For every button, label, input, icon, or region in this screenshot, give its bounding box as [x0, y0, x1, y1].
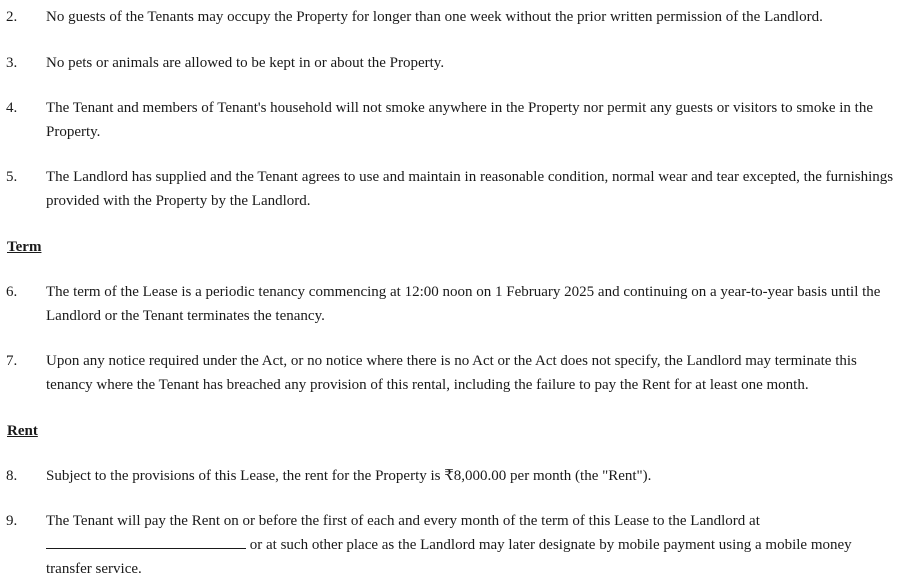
clause-number: 2. [6, 9, 18, 25]
clause-2 [6, 5, 896, 29]
clause-text: Upon any notice required under the Act, or no notice where there is no Act or the Act does not specify, the Landlord may terminate this tenancy where the Tenant has breached any provision of this rental, including the failure to pay the Rent for at least one month. [46, 353, 857, 393]
clause-text: The Tenant and members of Tenant's household will not smoke anywhere in the Property nor permit any guests or visitors to smoke in the Property. [46, 100, 873, 140]
clause-4 [6, 96, 896, 144]
clause-number: 7. [6, 353, 18, 369]
clause-text: The Landlord has supplied and the Tenant agrees to use and maintain in reasonable condition, normal wear and tear excepted, the furnishings provided with the Property by the Landlord. [46, 169, 894, 209]
clause-number: 3. [6, 55, 18, 71]
clause-3 [6, 51, 896, 75]
clause-text: No guests of the Tenants may occupy the Property for longer than one week without the prior written permission of the Landlord. [46, 9, 823, 25]
clause-9 [6, 509, 896, 581]
clause-5 [6, 165, 896, 213]
clause-text: No pets or animals are allowed to be kept in or about the Property. [46, 55, 445, 71]
clause-text: The term of the Lease is a periodic tenancy commencing at 12:00 noon on 1 February 2025 and continuing on a year-to-year basis until the Landlord or the Tenant terminates the tenancy. [46, 284, 881, 324]
clause-7 [6, 349, 896, 397]
section-heading-rent: Rent [7, 423, 38, 439]
clause-text [46, 509, 896, 581]
clause-6 [6, 280, 896, 328]
clause-text: Subject to the provisions of this Lease, the rent for the Property is ₹8,000.00 per month (the "Rent"). [46, 468, 652, 484]
clause-number: 9. [6, 513, 18, 529]
clause-number: 5. [6, 169, 18, 185]
clause-text-before-blank: The Tenant will pay the Rent on or before the first of each and every month of the term of this Lease to the Landlord at [46, 513, 760, 529]
clause-number: 8. [6, 468, 18, 484]
section-heading-term: Term [7, 239, 42, 255]
clause-number: 4. [6, 100, 18, 116]
clause-number: 6. [6, 284, 18, 300]
payment-address-blank-line [46, 534, 246, 549]
clause-text-after-blank: or at such other place as the Landlord may later designate by mobile payment using a mobile money transfer service. [46, 537, 852, 577]
clause-8 [6, 464, 896, 488]
